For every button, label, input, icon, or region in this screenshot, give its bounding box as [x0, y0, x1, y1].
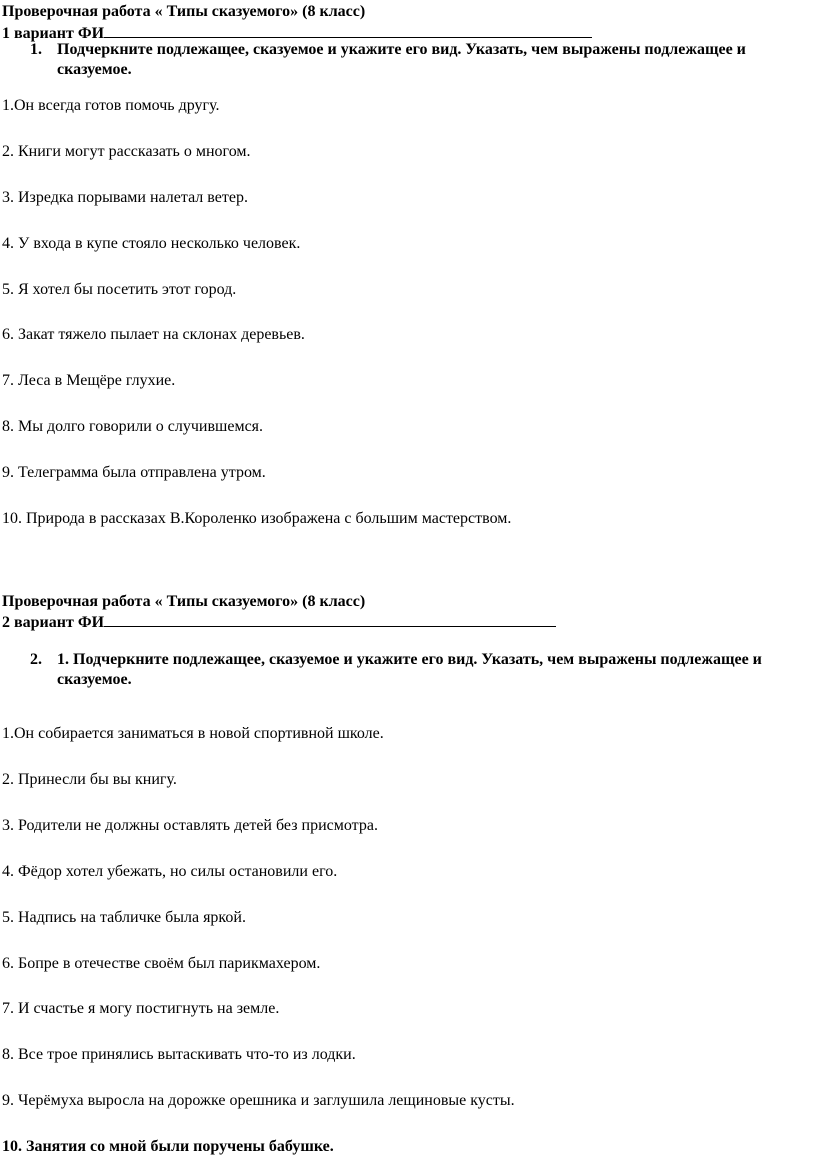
variant1-sentence-7: 7. Леса в Мещёре глухие.	[2, 372, 176, 389]
variant1-sentence-2: 2. Книги могут рассказать о многом.	[2, 143, 251, 160]
variant2-sentence-6: 6. Бопре в отечестве своём был парикмахером.	[2, 955, 321, 972]
variant2-sentence-10: 10. Занятия со мной были поручены бабушке.	[2, 1138, 334, 1155]
variant1-sentence-8: 8. Мы долго говорили о случившемся.	[2, 418, 264, 435]
variant2-sentence-4: 4. Фёдор хотел убежать, но силы остановили его.	[2, 863, 338, 880]
variant2-sentence-3: 3. Родители не должны оставлять детей без присмотра.	[2, 817, 378, 834]
variant2-task-text: 1. Подчеркните подлежащее, сказуемое и укажите его вид. Указать, чем выражены подлежащее и сказуемое.	[57, 651, 762, 688]
variant2-label: 2 вариант ФИ	[2, 614, 105, 631]
variant1-label: 1 вариант ФИ	[2, 25, 105, 42]
variant1-sentence-6: 6. Закат тяжело пылает на склонах деревьев.	[2, 326, 305, 343]
variant2-sentence-1: 1.Он собирается заниматься в новой спортивной школе.	[2, 725, 384, 742]
variant1-title: Проверочная работа « Типы сказуемого» (8 класс)	[2, 3, 366, 20]
variant2-sentence-5: 5. Надпись на табличке была яркой.	[2, 909, 246, 926]
variant2-sentence-7: 7. И счастье я могу постигнуть на земле.	[2, 1000, 280, 1017]
variant1-name-underline	[104, 22, 592, 38]
variant1-task-text: Подчеркните подлежащее, сказуемое и укажите его вид. Указать, чем выражены подлежащее и сказуемое.	[57, 41, 746, 78]
variant2-sentence-9: 9. Черёмуха выросла на дорожке орешника и заглушила лещиновые кусты.	[2, 1092, 515, 1109]
variant2-task-number: 2.	[30, 651, 42, 668]
variant2-header	[2, 611, 556, 633]
variant1-sentence-1: 1.Он всегда готов помочь другу.	[2, 97, 220, 114]
variant1-sentence-10: 10. Природа в рассказах В.Короленко изображена с большим мастерством.	[2, 510, 512, 527]
variant2-sentence-8: 8. Все трое принялись вытаскивать что-то из лодки.	[2, 1046, 356, 1063]
variant2-title: Проверочная работа « Типы сказуемого» (8 класс)	[2, 593, 366, 610]
variant1-task-number: 1.	[30, 41, 42, 58]
variant1-sentence-9: 9. Телеграмма была отправлена утром.	[2, 464, 266, 481]
variant2-sentence-2: 2. Принесли бы вы книгу.	[2, 771, 177, 788]
variant2-name-underline	[104, 611, 556, 627]
variant1-sentence-5: 5. Я хотел бы посетить этот город.	[2, 281, 237, 298]
variant1-sentence-3: 3. Изредка порывами налетал ветер.	[2, 189, 248, 206]
variant1-sentence-4: 4. У входа в купе стояло несколько человек.	[2, 235, 301, 252]
